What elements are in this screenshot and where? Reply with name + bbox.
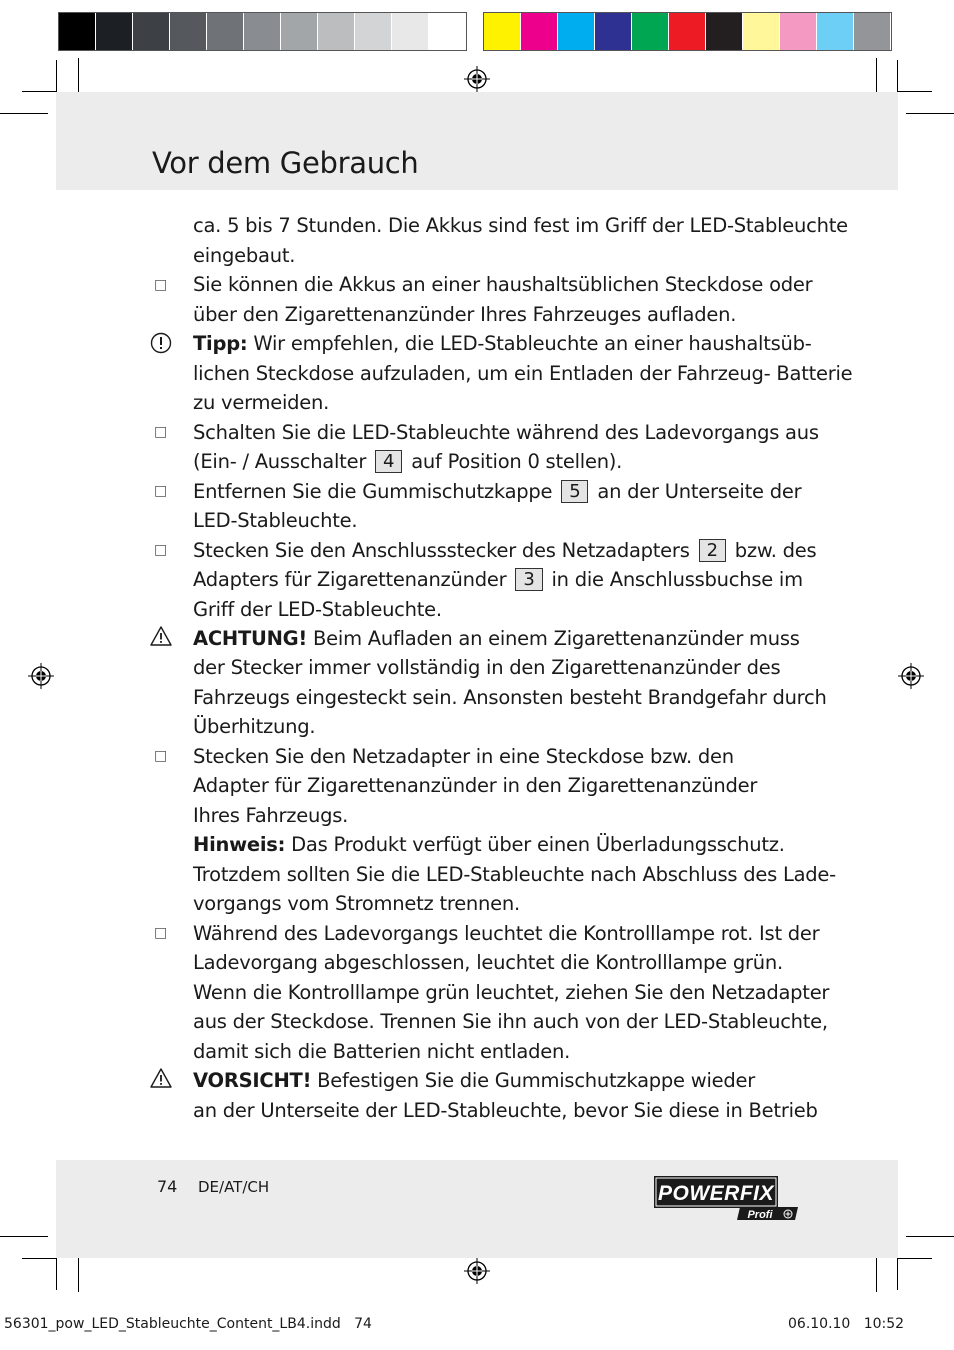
crop-mark xyxy=(906,113,954,114)
achtung-line xyxy=(193,624,800,654)
crop-mark xyxy=(78,58,79,92)
text-line: Ihres Fahrzeugs. xyxy=(193,803,349,827)
crop-mark xyxy=(78,1258,79,1292)
color-swatch xyxy=(484,13,521,50)
hinweis-line xyxy=(193,830,785,860)
grayscale-color-bar xyxy=(58,12,467,51)
color-swatch xyxy=(743,13,780,50)
color-swatch xyxy=(392,13,429,50)
text-line: Ladevorgang abgeschlossen, leuchtet die Kontrolllampe grün. xyxy=(193,951,783,974)
checkbox-bullet-icon: □ xyxy=(154,925,168,941)
part-ref-3: 3 xyxy=(515,568,542,591)
text-line: Während des Ladevorgangs leuchtet die Kontrolllampe rot. Ist der xyxy=(193,921,820,945)
svg-text:POWERFIX: POWERFIX xyxy=(657,1182,775,1205)
text-line xyxy=(193,477,801,507)
text-span: Stecken Sie den Anschlussstecker des Netzadapters xyxy=(193,538,690,562)
process-color-bar xyxy=(483,12,892,51)
crop-mark xyxy=(56,60,57,92)
text-line: LED-Stableuchte. xyxy=(193,509,358,532)
text-line: Griff der LED-Stableuchte. xyxy=(193,597,442,621)
text-line: Fahrzeugs eingesteckt sein. Ansonsten besteht Brandgefahr durch xyxy=(193,685,827,709)
color-swatch xyxy=(318,13,355,50)
text-line: Wenn die Kontrolllampe grün leuchtet, ziehen Sie den Netzadapter xyxy=(193,980,830,1004)
registration-mark-icon xyxy=(28,663,54,689)
hinweis-label: Hinweis: xyxy=(193,833,286,856)
slug-datetime: 06.10.10 10:52 xyxy=(788,1316,905,1332)
color-swatch xyxy=(96,13,133,50)
crop-mark xyxy=(876,58,877,92)
tip-line xyxy=(193,329,812,359)
achtung-label: ACHTUNG! xyxy=(193,626,308,650)
color-swatch xyxy=(244,13,281,50)
text-span: Adapters für Zigarettenanzünder xyxy=(193,568,507,591)
text-line: ca. 5 bis 7 Stunden. Die Akkus sind fest im Griff der LED-Stableuchte xyxy=(193,214,848,237)
text-line: an der Unterseite der LED-Stableuchte, bevor Sie diese in Betrieb xyxy=(193,1098,818,1122)
color-swatch xyxy=(632,13,669,50)
text-line: vorgangs vom Stromnetz trennen. xyxy=(193,892,520,915)
hinweis-text: Das Produkt verfügt über einen Überladungsschutz. xyxy=(285,833,785,856)
text-line: Überhitzung. xyxy=(193,715,316,738)
part-ref-4: 4 xyxy=(375,450,402,473)
exclamation-icon xyxy=(150,332,172,354)
color-swatch xyxy=(521,13,558,50)
color-swatch xyxy=(817,13,854,50)
registration-mark-icon xyxy=(464,66,490,92)
text-line: über den Zigarettenanzünder Ihres Fahrzeuges aufladen. xyxy=(193,302,737,326)
text-line: Trotzdem sollten Sie die LED-Stableuchte nach Abschluss des Lade- xyxy=(193,862,836,886)
vorsicht-label: VORSICHT! xyxy=(193,1069,312,1092)
text-span: in die Anschlussbuchse im xyxy=(551,568,803,591)
color-swatch xyxy=(170,13,207,50)
text-line xyxy=(193,447,622,477)
text-line: zu vermeiden. xyxy=(193,391,330,414)
powerfix-logo xyxy=(654,1176,798,1220)
text-line: der Stecker immer vollständig in den Zigarettenanzünder des xyxy=(193,656,781,679)
registration-mark-icon xyxy=(898,663,924,689)
crop-mark xyxy=(0,113,48,114)
crop-mark xyxy=(0,1236,48,1237)
tip-text: Wir empfehlen, die LED-Stableuchte an einer haushaltsüb- xyxy=(247,332,812,355)
text-line: Sie können die Akkus an einer haushaltsüblichen Steckdose oder xyxy=(193,273,813,296)
color-swatch xyxy=(558,13,595,50)
checkbox-bullet-icon: □ xyxy=(154,277,168,293)
text-span: auf Position 0 stellen). xyxy=(411,450,623,473)
text-line: lichen Steckdose aufzuladen, um ein Entladen der Fahrzeug- Batterie xyxy=(193,361,853,385)
color-swatch xyxy=(59,13,96,50)
warning-triangle-icon xyxy=(150,1067,172,1089)
part-ref-5: 5 xyxy=(561,480,588,503)
text-line: Schalten Sie die LED-Stableuchte während des Ladevorgangs aus xyxy=(193,420,819,444)
crop-mark xyxy=(876,1258,877,1292)
language-code: DE/AT/CH xyxy=(198,1178,270,1196)
achtung-text: Beim Aufladen an einem Zigarettenanzünder muss xyxy=(307,626,800,650)
crop-mark xyxy=(898,1258,932,1259)
vorsicht-text: Befestigen Sie die Gummischutzkappe wieder xyxy=(311,1069,756,1092)
part-ref-2: 2 xyxy=(699,539,726,562)
text-line: aus der Steckdose. Trennen Sie ihn auch von der LED-Stableuchte, xyxy=(193,1010,828,1033)
registration-mark-icon xyxy=(464,1258,490,1284)
color-swatch xyxy=(706,13,743,50)
text-span: bzw. des xyxy=(734,538,817,562)
color-swatch xyxy=(355,13,392,50)
color-swatch xyxy=(595,13,632,50)
text-line: eingebaut. xyxy=(193,243,296,267)
checkbox-bullet-icon: □ xyxy=(154,483,168,499)
color-swatch xyxy=(133,13,170,50)
checkbox-bullet-icon: □ xyxy=(154,542,168,558)
text-span: Entfernen Sie die Gummischutzkappe xyxy=(193,479,553,503)
text-line xyxy=(193,536,816,566)
svg-text:Profi: Profi xyxy=(747,1209,773,1220)
color-swatch xyxy=(281,13,318,50)
text-line: Adapter für Zigarettenanzünder in den Zigarettenanzünder xyxy=(193,774,758,797)
color-swatch xyxy=(207,13,244,50)
crop-mark xyxy=(898,91,932,92)
crop-mark xyxy=(56,1258,57,1290)
crop-mark xyxy=(22,91,56,92)
crop-mark xyxy=(897,60,898,92)
crop-mark xyxy=(897,1258,898,1290)
text-line xyxy=(193,565,803,595)
warning-triangle-icon xyxy=(150,625,172,647)
color-swatch xyxy=(429,13,466,50)
color-swatch xyxy=(780,13,817,50)
page-number: 74 xyxy=(157,1177,178,1196)
color-swatch xyxy=(669,13,706,50)
slug-filename: 56301_pow_LED_Stableuchte_Content_LB4.indd 74 xyxy=(4,1316,372,1332)
text-span: (Ein- / Ausschalter xyxy=(193,450,367,473)
color-swatch xyxy=(854,13,891,50)
text-line: damit sich die Batterien nicht entladen. xyxy=(193,1039,571,1063)
text-line: Stecken Sie den Netzadapter in eine Steckdose bzw. den xyxy=(193,744,734,768)
vorsicht-line xyxy=(193,1066,755,1096)
checkbox-bullet-icon: □ xyxy=(154,424,168,440)
tip-label: Tipp: xyxy=(193,332,248,355)
text-span: an der Unterseite der xyxy=(597,479,802,503)
crop-mark xyxy=(22,1258,56,1259)
crop-mark xyxy=(906,1236,954,1237)
page-title: Vor dem Gebrauch xyxy=(152,146,419,180)
checkbox-bullet-icon: □ xyxy=(154,748,168,764)
